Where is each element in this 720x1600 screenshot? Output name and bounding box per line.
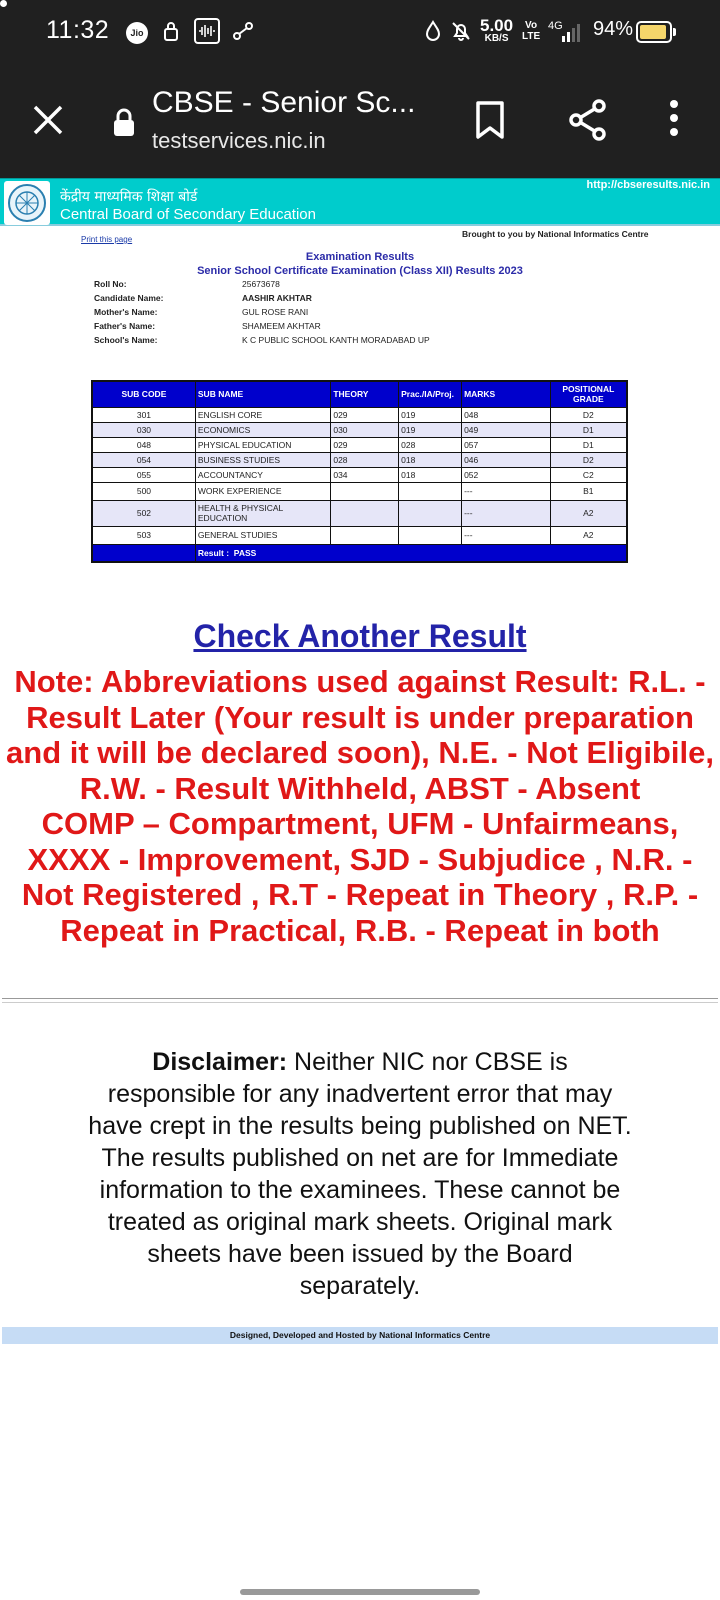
sub-code: 500	[92, 482, 195, 500]
page-footer: Designed, Developed and Hosted by National Informatics Centre	[2, 1327, 718, 1344]
mute-bell-icon	[450, 18, 472, 44]
check-another-result-link[interactable]: Check Another Result	[193, 618, 527, 654]
lock-notification-icon	[164, 18, 178, 44]
share-button[interactable]	[568, 98, 608, 147]
sub-name: ECONOMICS	[195, 422, 330, 437]
banner-url[interactable]: http://cbseresults.nic.in	[586, 179, 710, 191]
close-tab-button[interactable]	[28, 100, 68, 140]
col-header-sub-code: SUB CODE	[92, 381, 195, 407]
network-speed-unit: KB/S	[484, 33, 509, 44]
more-notifications-dot-icon	[0, 0, 7, 7]
theory-marks	[331, 526, 399, 544]
table-row	[92, 526, 627, 544]
practical-marks	[399, 482, 462, 500]
roll-label: Roll No:	[94, 279, 127, 289]
table-row	[92, 437, 627, 452]
mother-name-value: GUL ROSE RANI	[242, 307, 309, 317]
more-options-button[interactable]	[666, 98, 682, 147]
sub-name: BUSINESS STUDIES	[195, 452, 330, 467]
sub-code: 030	[92, 422, 195, 437]
positional-grade: D2	[550, 407, 627, 422]
table-row	[92, 422, 627, 437]
signal-strength-icon	[562, 24, 580, 42]
practical-marks	[399, 500, 462, 526]
total-marks: ---	[462, 482, 551, 500]
sub-code: 502	[92, 500, 195, 526]
cbse-banner	[0, 178, 720, 226]
col-header-practical: Prac./IA/Proj.	[399, 381, 462, 407]
practical-marks: 018	[399, 467, 462, 482]
jio-icon: Jio	[126, 22, 148, 44]
battery-percent: 94%	[593, 18, 634, 40]
mother-name-label: Mother's Name:	[94, 307, 158, 317]
col-header-theory: THEORY	[331, 381, 399, 407]
page-url[interactable]: testservices.nic.in	[152, 128, 326, 153]
sub-name: WORK EXPERIENCE	[195, 482, 330, 500]
sub-name: GENERAL STUDIES	[195, 526, 330, 544]
data-saver-drop-icon	[424, 18, 442, 44]
father-name-label: Father's Name:	[94, 321, 156, 331]
horizontal-divider	[2, 998, 718, 1003]
positional-grade: D1	[550, 437, 627, 452]
practical-marks: 018	[399, 452, 462, 467]
positional-grade: D2	[550, 452, 627, 467]
col-header-grade: POSITIONAL GRADE	[550, 381, 627, 407]
bookmark-button[interactable]	[474, 100, 506, 145]
more-vert-icon	[666, 98, 682, 142]
table-row	[92, 482, 627, 500]
brought-by-text: Brought to you by National Informatics Centre	[462, 229, 649, 239]
school-name-label: School's Name:	[94, 335, 158, 345]
theory-marks: 028	[331, 452, 399, 467]
note-line-2: COMP – Compartment, UFM - Unfairmeans, XXXX - Improvement, SJD - Subjudice , N.R. - Not Registered , R.T - Repeat in Theory , R.P. - Repeat in Practical, R.B. - Repeat in both	[21, 806, 699, 948]
table-row	[92, 467, 627, 482]
disclaimer-text: Neither NIC nor CBSE is responsible for any inadvertent error that may have crept in the results being published on NET. The results published on net are for Immediate information to the examinees. These cannot be treated as original mark sheets. Original mark sheets have been issued by the Board separately.	[88, 1048, 632, 1300]
cbse-logo	[4, 181, 50, 225]
positional-grade: D1	[550, 422, 627, 437]
positional-grade: C2	[550, 467, 627, 482]
sub-code: 055	[92, 467, 195, 482]
total-marks: ---	[462, 500, 551, 526]
close-icon	[28, 100, 68, 140]
practical-marks	[399, 526, 462, 544]
result-label: Result :	[197, 547, 230, 558]
secure-lock-icon[interactable]	[112, 108, 136, 143]
status-bar	[0, 0, 720, 64]
sub-name: HEALTH & PHYSICAL EDUCATION	[195, 500, 330, 526]
sub-name: PHYSICAL EDUCATION	[195, 437, 330, 452]
theory-marks: 034	[331, 467, 399, 482]
practical-marks: 028	[399, 437, 462, 452]
table-row	[92, 500, 627, 526]
father-name-value: SHAMEEM AKHTAR	[242, 321, 321, 331]
network-speed-value: 5.00	[480, 16, 514, 35]
banner-hindi-title: केंद्रीय माध्यमिक शिक्षा बोर्ड	[60, 189, 198, 205]
browser-toolbar	[0, 64, 720, 178]
sub-name: ENGLISH CORE	[195, 407, 330, 422]
page-title[interactable]: CBSE - Senior Sc...	[152, 86, 416, 119]
gesture-home-bar[interactable]	[240, 1589, 480, 1595]
col-header-marks: MARKS	[462, 381, 551, 407]
result-spacer	[92, 544, 195, 562]
total-marks: 057	[462, 437, 551, 452]
volte-bottom: LTE	[522, 31, 541, 42]
banner-english-title: Central Board of Secondary Education	[60, 206, 316, 223]
candidate-name-value: AASHIR AKHTAR	[242, 293, 312, 303]
total-marks: 049	[462, 422, 551, 437]
status-time: 11:32	[46, 16, 110, 44]
volte-indicator	[522, 20, 540, 42]
total-marks: 048	[462, 407, 551, 422]
total-marks: ---	[462, 526, 551, 544]
result-cell	[195, 544, 627, 562]
route-app-icon	[232, 18, 254, 44]
disclaimer-label: Disclaimer:	[152, 1048, 288, 1076]
sub-code: 048	[92, 437, 195, 452]
sub-code: 054	[92, 452, 195, 467]
table-row	[92, 407, 627, 422]
col-header-sub-name: SUB NAME	[195, 381, 330, 407]
roll-value: 25673678	[242, 279, 280, 289]
abbreviations-note	[0, 664, 720, 948]
result-value: PASS	[233, 547, 257, 558]
bookmark-icon	[474, 100, 506, 140]
school-name-value: K C PUBLIC SCHOOL KANTH MORADABAD UP	[242, 335, 430, 345]
network-speed	[480, 17, 513, 44]
note-line-1: Note: Abbreviations used against Result: R.L. - Result Later (Your result is under preparation and it will be declared soon), N.E. - Not Eligibile, R.W. - Result Withheld, ABST - Absent	[6, 664, 714, 806]
result-row	[92, 544, 627, 562]
theory-marks: 029	[331, 407, 399, 422]
table-row	[92, 452, 627, 467]
theory-marks	[331, 482, 399, 500]
waveform-app-icon	[194, 18, 220, 44]
exam-heading: Examination Results	[305, 251, 415, 263]
total-marks: 046	[462, 452, 551, 467]
battery-icon	[636, 21, 672, 43]
sub-code: 503	[92, 526, 195, 544]
positional-grade: B1	[550, 482, 627, 500]
theory-marks: 030	[331, 422, 399, 437]
theory-marks	[331, 500, 399, 526]
candidate-name-label: Candidate Name:	[94, 293, 164, 303]
practical-marks: 019	[399, 407, 462, 422]
positional-grade: A2	[550, 500, 627, 526]
results-table	[91, 380, 628, 563]
results-header-row	[92, 381, 627, 407]
sub-code: 301	[92, 407, 195, 422]
sub-name: ACCOUNTANCY	[195, 467, 330, 482]
disclaimer	[86, 1046, 634, 1302]
share-icon	[568, 98, 608, 142]
positional-grade: A2	[550, 526, 627, 544]
exam-title: Senior School Certificate Examination (Class XII) Results 2023	[197, 265, 523, 277]
print-page-link[interactable]: Print this page	[81, 235, 133, 244]
volte-top: Vo	[525, 20, 538, 31]
network-type: 4G	[548, 20, 563, 32]
theory-marks: 029	[331, 437, 399, 452]
total-marks: 052	[462, 467, 551, 482]
practical-marks: 019	[399, 422, 462, 437]
